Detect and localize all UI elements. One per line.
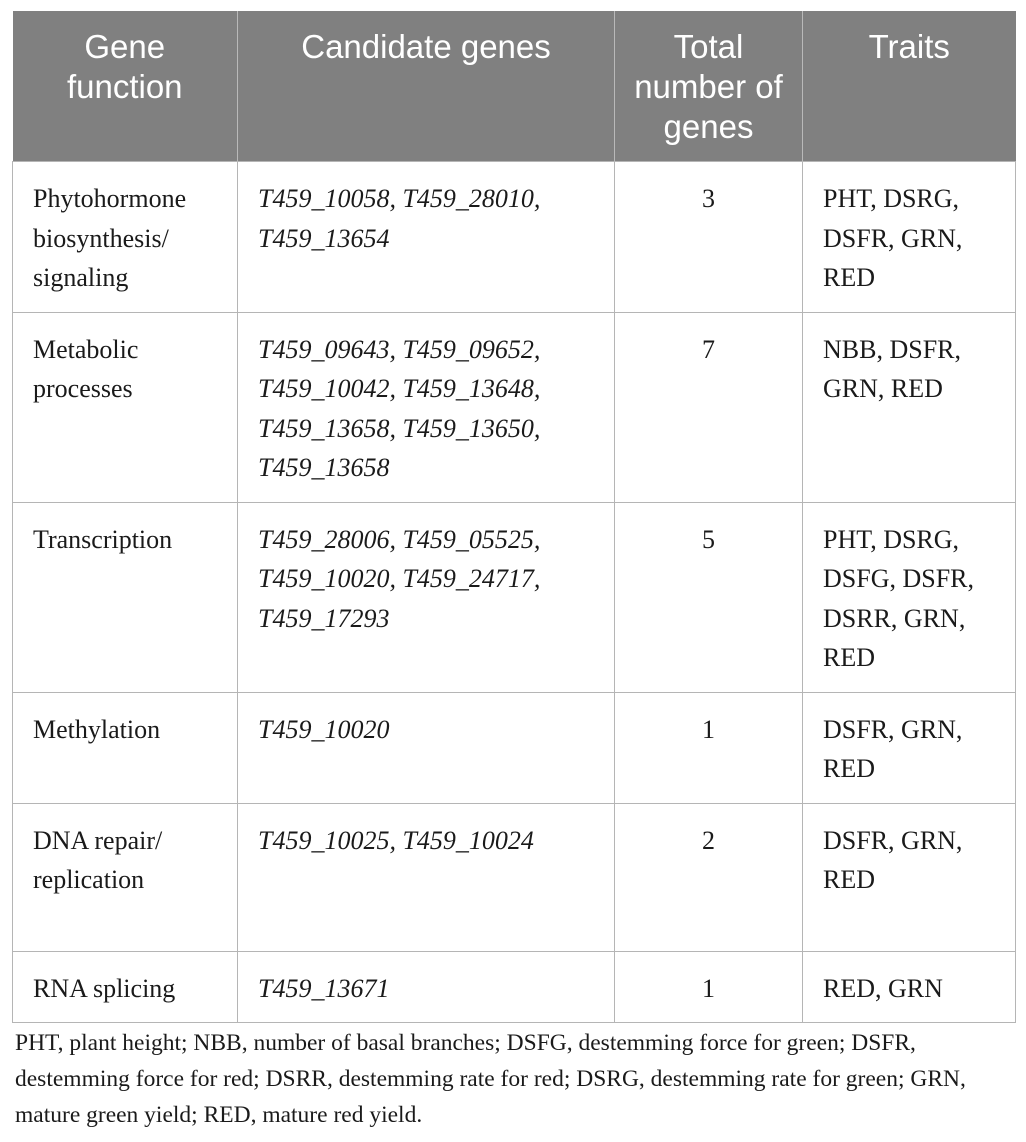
- cell-total-number: 1: [615, 951, 803, 1023]
- cell-candidate-genes: T459_28006, T459_05525, T459_10020, T459_24717, T459_17293: [238, 502, 615, 692]
- header-total-number: Total number of genes: [615, 11, 803, 162]
- cell-total-number: 3: [615, 162, 803, 313]
- header-row: [13, 11, 1016, 162]
- cell-traits: DSFR, GRN, RED: [803, 803, 1016, 951]
- cell-candidate-genes: T459_10058, T459_28010, T459_13654: [238, 162, 615, 313]
- header-candidate-genes: Candidate genes: [238, 11, 615, 162]
- table-row: [13, 162, 1016, 313]
- table-header: [13, 11, 1016, 162]
- table-row: [13, 803, 1016, 951]
- cell-candidate-genes: T459_10025, T459_10024: [238, 803, 615, 951]
- cell-traits: PHT, DSRG, DSFG, DSFR, DSRR, GRN, RED: [803, 502, 1016, 692]
- cell-traits: DSFR, GRN, RED: [803, 692, 1016, 803]
- cell-total-number: 5: [615, 502, 803, 692]
- cell-gene-function: Transcription: [13, 502, 238, 692]
- cell-candidate-genes: T459_09643, T459_09652, T459_10042, T459_13648, T459_13658, T459_13650, T459_13658: [238, 312, 615, 502]
- cell-candidate-genes: T459_10020: [238, 692, 615, 803]
- table-row: [13, 951, 1016, 1023]
- cell-traits: PHT, DSRG, DSFR, GRN, RED: [803, 162, 1016, 313]
- header-traits: Traits: [803, 11, 1016, 162]
- table-row: [13, 692, 1016, 803]
- cell-gene-function: RNA splicing: [13, 951, 238, 1023]
- gene-function-table: [12, 11, 1016, 1023]
- cell-total-number: 2: [615, 803, 803, 951]
- cell-gene-function: Phytohormone biosynthesis/ signaling: [13, 162, 238, 313]
- cell-traits: RED, GRN: [803, 951, 1016, 1023]
- cell-candidate-genes: T459_13671: [238, 951, 615, 1023]
- cell-total-number: 1: [615, 692, 803, 803]
- cell-total-number: 7: [615, 312, 803, 502]
- table-body: [13, 162, 1016, 1023]
- cell-traits: NBB, DSFR, GRN, RED: [803, 312, 1016, 502]
- cell-gene-function: Metabolic processes: [13, 312, 238, 502]
- table-row: [13, 502, 1016, 692]
- cell-gene-function: Methylation: [13, 692, 238, 803]
- cell-gene-function: DNA repair/ replication: [13, 803, 238, 951]
- header-gene-function: Gene function: [13, 11, 238, 162]
- table-row: [13, 312, 1016, 502]
- table-footnote: PHT, plant height; NBB, number of basal branches; DSFG, destemming force for green; DSFR, destemming force for red; DSRR, destemming rate for red; DSRG, destemming rate for green; GRN, mature green yield; RED, mature red yield.: [15, 1030, 966, 1128]
